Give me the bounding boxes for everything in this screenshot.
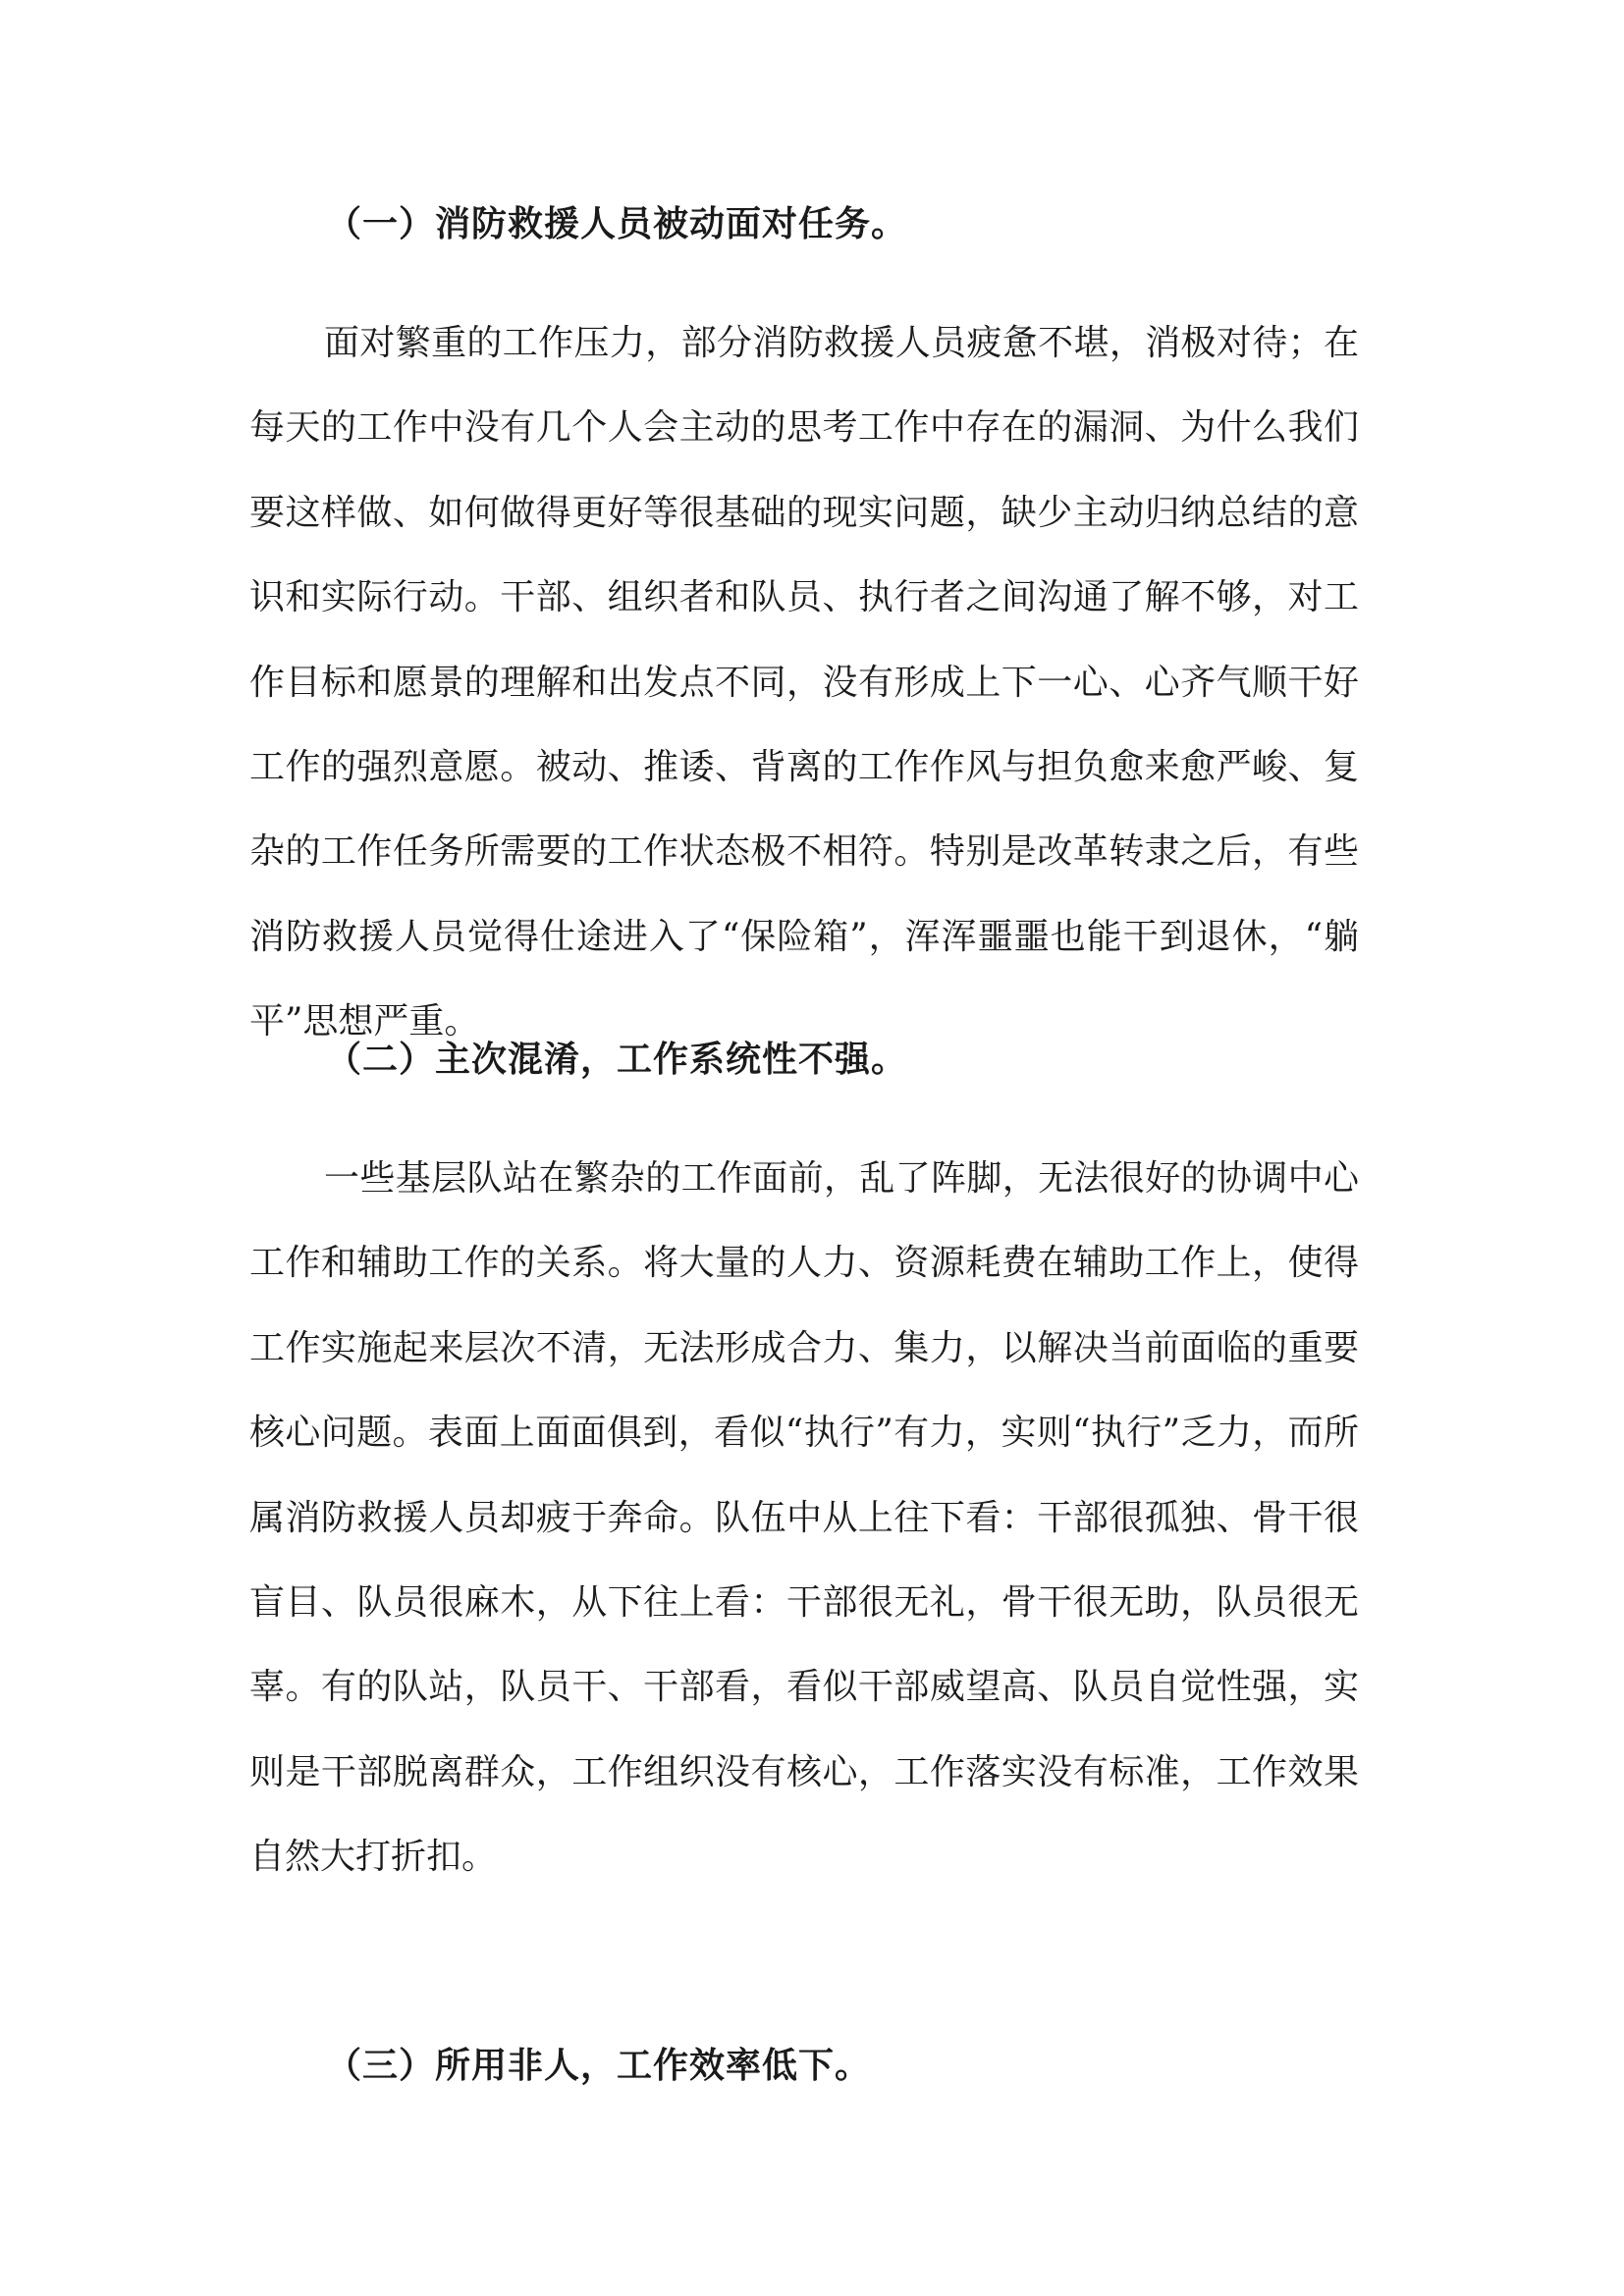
section-heading-2: （二）主次混淆，工作系统性不强。 — [326, 1040, 908, 1080]
section-paragraph-1: 面对繁重的工作压力，部分消防救援人员疲惫不堪，消极对待；在每天的工作中没有几个人会主动的思考工作中存在的漏洞、为什么我们要这样做、如何做得更好等很基础的现实问题，缺少主动归纳总结的意识和实际行动。干部、组织者和队员、执行者之间沟通了解不够，对工作目标和愿景的理解和出发点不同，没有形成上下一心、心齐气顺干好工作的强烈意愿。被动、推诿、背离的工作作风与担负愈来愈严峻、复杂的工作任务所需要的工作状态极不相符。特别是改革转隶之后，有些消防救援人员觉得仕途进入了“保险箱”，浑浑噩噩也能干到退休，“躺平”思想严重。 — [249, 323, 1359, 1042]
section-heading-1: （一）消防救援人员被动面对任务。 — [326, 204, 908, 244]
section-heading-3: （三）所用非人，工作效率低下。 — [326, 2046, 872, 2086]
section-paragraph-2: 一些基层队站在繁杂的工作面前，乱了阵脚，无法很好的协调中心工作和辅助工作的关系。将大量的人力、资源耗费在辅助工作上，使得工作实施起来层次不清，无法形成合力、集力，以解决当前面临的重要核心问题。表面上面面俱到，看似“执行”有力，实则“执行”乏力，而所属消防救援人员却疲于奔命。队伍中从上往下看：干部很孤独、骨干很盲目、队员很麻木，从下往上看：干部很无礼，骨干很无助，队员很无辜。有的队站，队员干、干部看，看似干部威望高、队员自觉性强，实则是干部脱离群众，工作组织没有核心，工作落实没有标准，工作效果自然大打折扣。 — [249, 1158, 1359, 1878]
